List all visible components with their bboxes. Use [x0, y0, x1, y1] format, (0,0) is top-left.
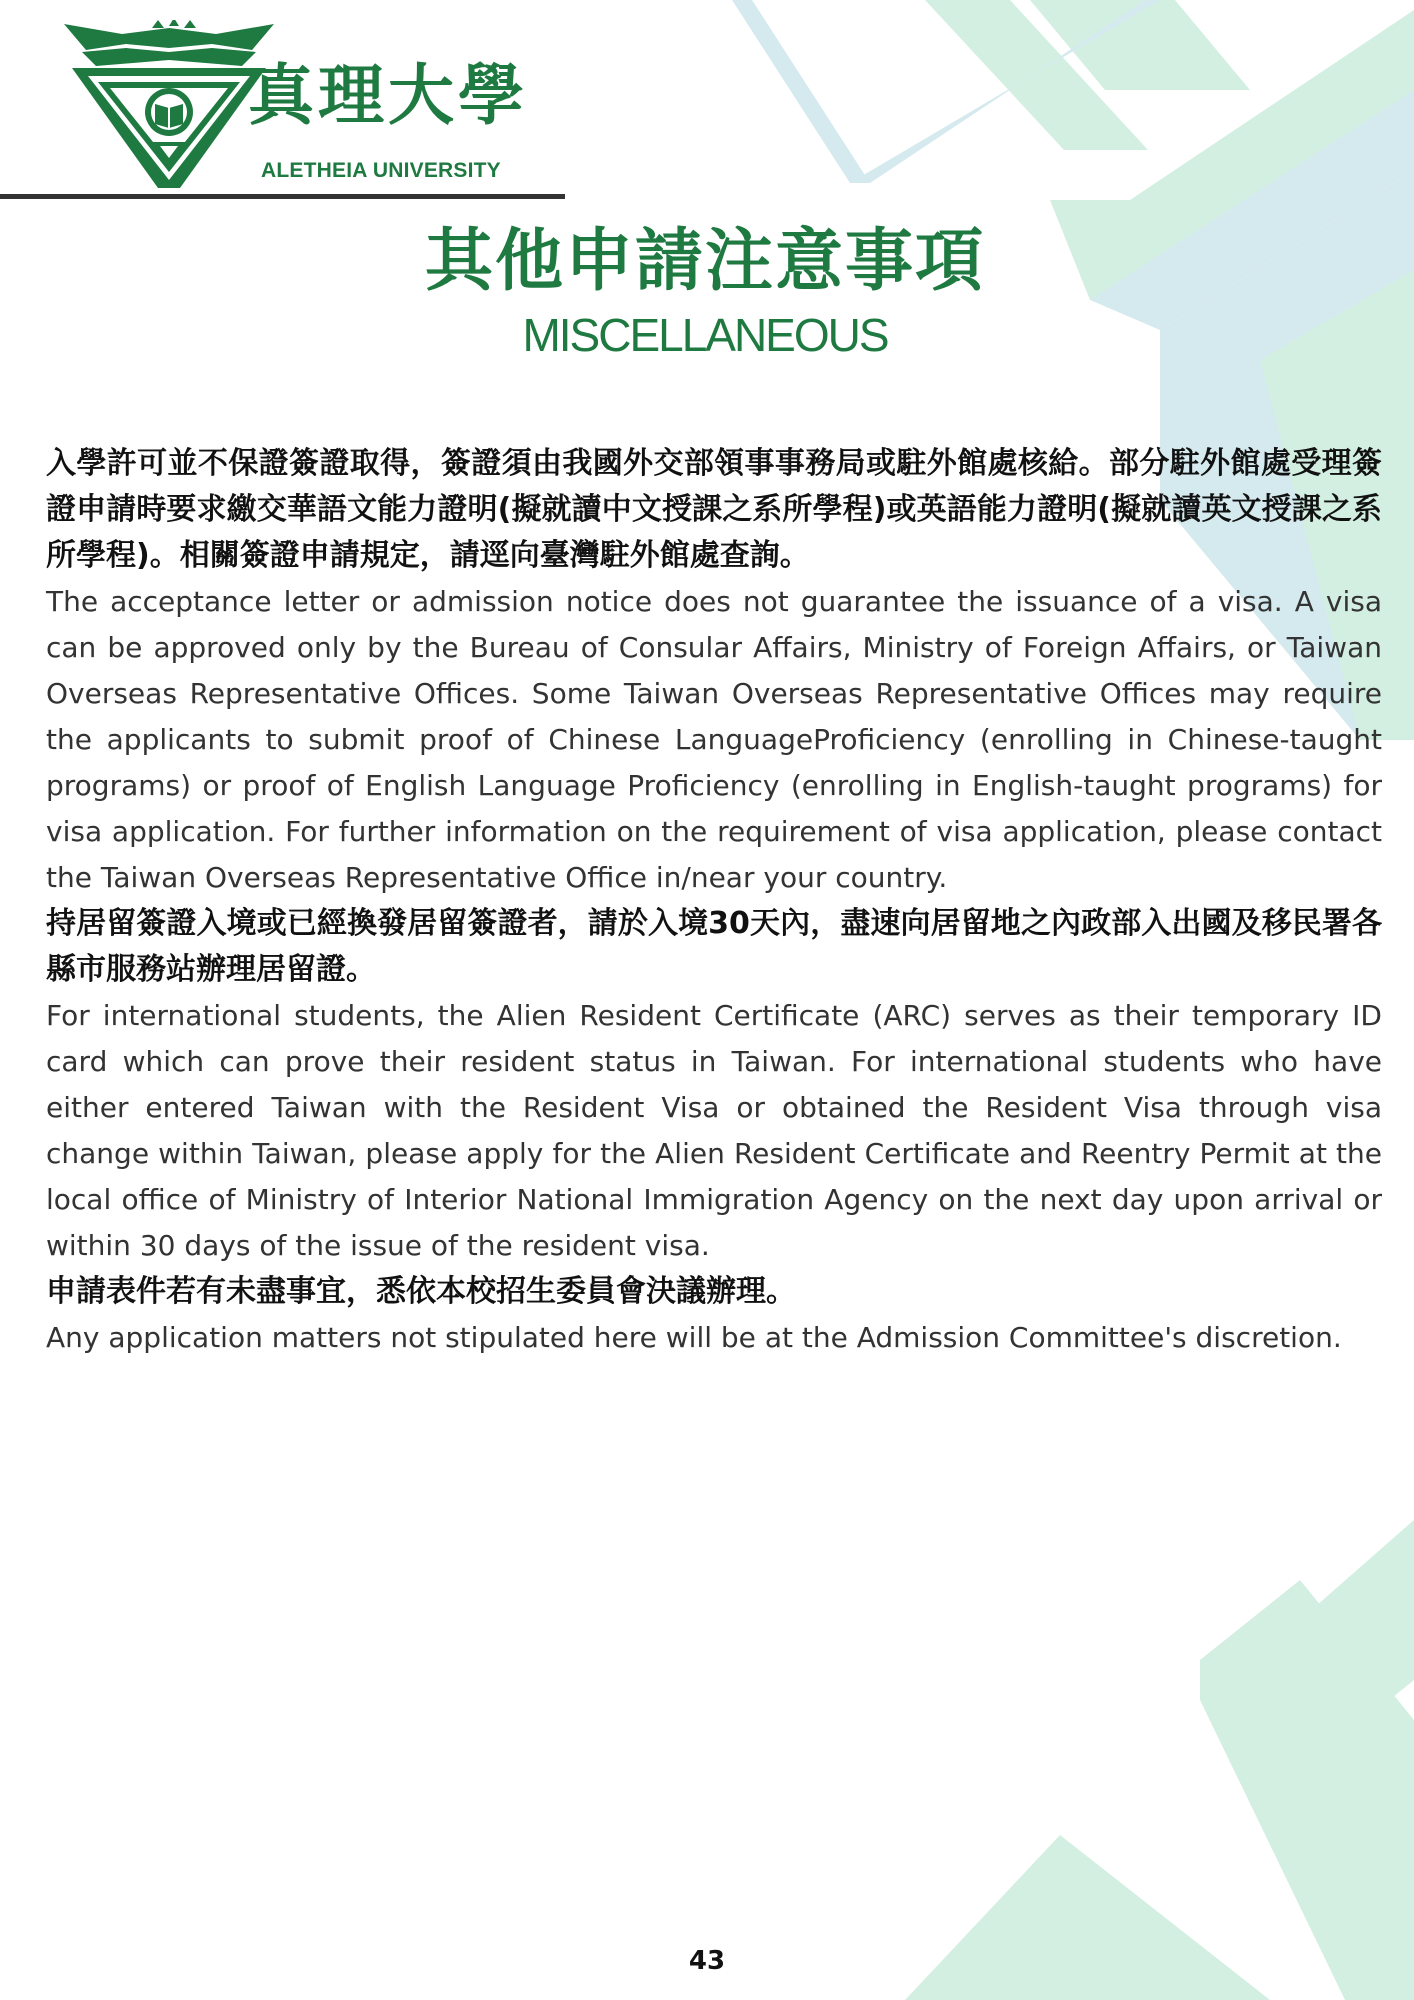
page-title-chinese: 其他申請注意事項: [424, 222, 985, 301]
header-divider: [0, 194, 565, 199]
committee-notice-english: Any application matters not stipulated here will be at the Admission Committee's discretion.: [46, 1321, 1342, 1354]
visa-notice-english: The acceptance letter or admission notice does not guarantee the issuance of a visa. A visa can be approved only by the Bureau of Consular Affairs, Ministry of Foreign Affairs, or Taiwan Overseas Representative Offices. Some Taiwan Overseas Representative Offices may require the applicants to submit proof of Chinese LanguageProficiency (enrolling in Chinese-taught programs) or proof of English Language Proficiency (enrolling in English-taught programs) for visa application. For further information on the requirement of visa application, please contact the Taiwan Overseas Representative Office in/near your country.: [46, 585, 1382, 894]
arc-notice-english: For international students, the Alien Resident Certificate (ARC) serves as their temporary ID card which can prove their resident status in Taiwan. For international students who have either entered Taiwan with the Resident Visa or obtained the Resident Visa through visa change within Taiwan, please apply for the Alien Resident Certificate and Reentry Permit at the local office of Ministry of Interior National Immigration Agency on the next day upon arrival or within 30 days of the issue of the resident visa.: [46, 999, 1382, 1262]
committee-notice-chinese: 申請表件若有未盡事宜，悉依本校招生委員會決議辦理。: [46, 1274, 796, 1309]
header: [0, 0, 565, 200]
visa-notice-chinese: 入學許可並不保證簽證取得，簽證須由我國外交部領事事務局或駐外館處核給。部分駐外館處受理簽證申請時要求繳交華語文能力證明(擬就讀中文授課之系所學程)或英語能力證明(擬就讀英文授課之系所學程)。相關簽證申請規定，請逕向臺灣駐外館處查詢。: [46, 446, 1382, 573]
arc-notice-chinese: 持居留簽證入境或已經換發居留簽證者，請於入境30天內，盡速向居留地之內政部入出國及移民署各縣市服務站辦理居留證。: [46, 906, 1382, 987]
notice-content: [46, 441, 1382, 1361]
page-title-english: MISCELLANEOUS: [522, 308, 888, 361]
decor-line-blue: [732, 0, 870, 183]
logo-english-name: ALETHEIA UNIVERSITY: [261, 159, 501, 182]
decor-bottom-triangle: [905, 1835, 1270, 2000]
page-number: 43: [688, 1946, 726, 1976]
page-title-block: [300, 222, 1110, 361]
university-emblem-icon: [62, 20, 276, 190]
logo-chinese-name: 真理大學: [248, 56, 528, 134]
